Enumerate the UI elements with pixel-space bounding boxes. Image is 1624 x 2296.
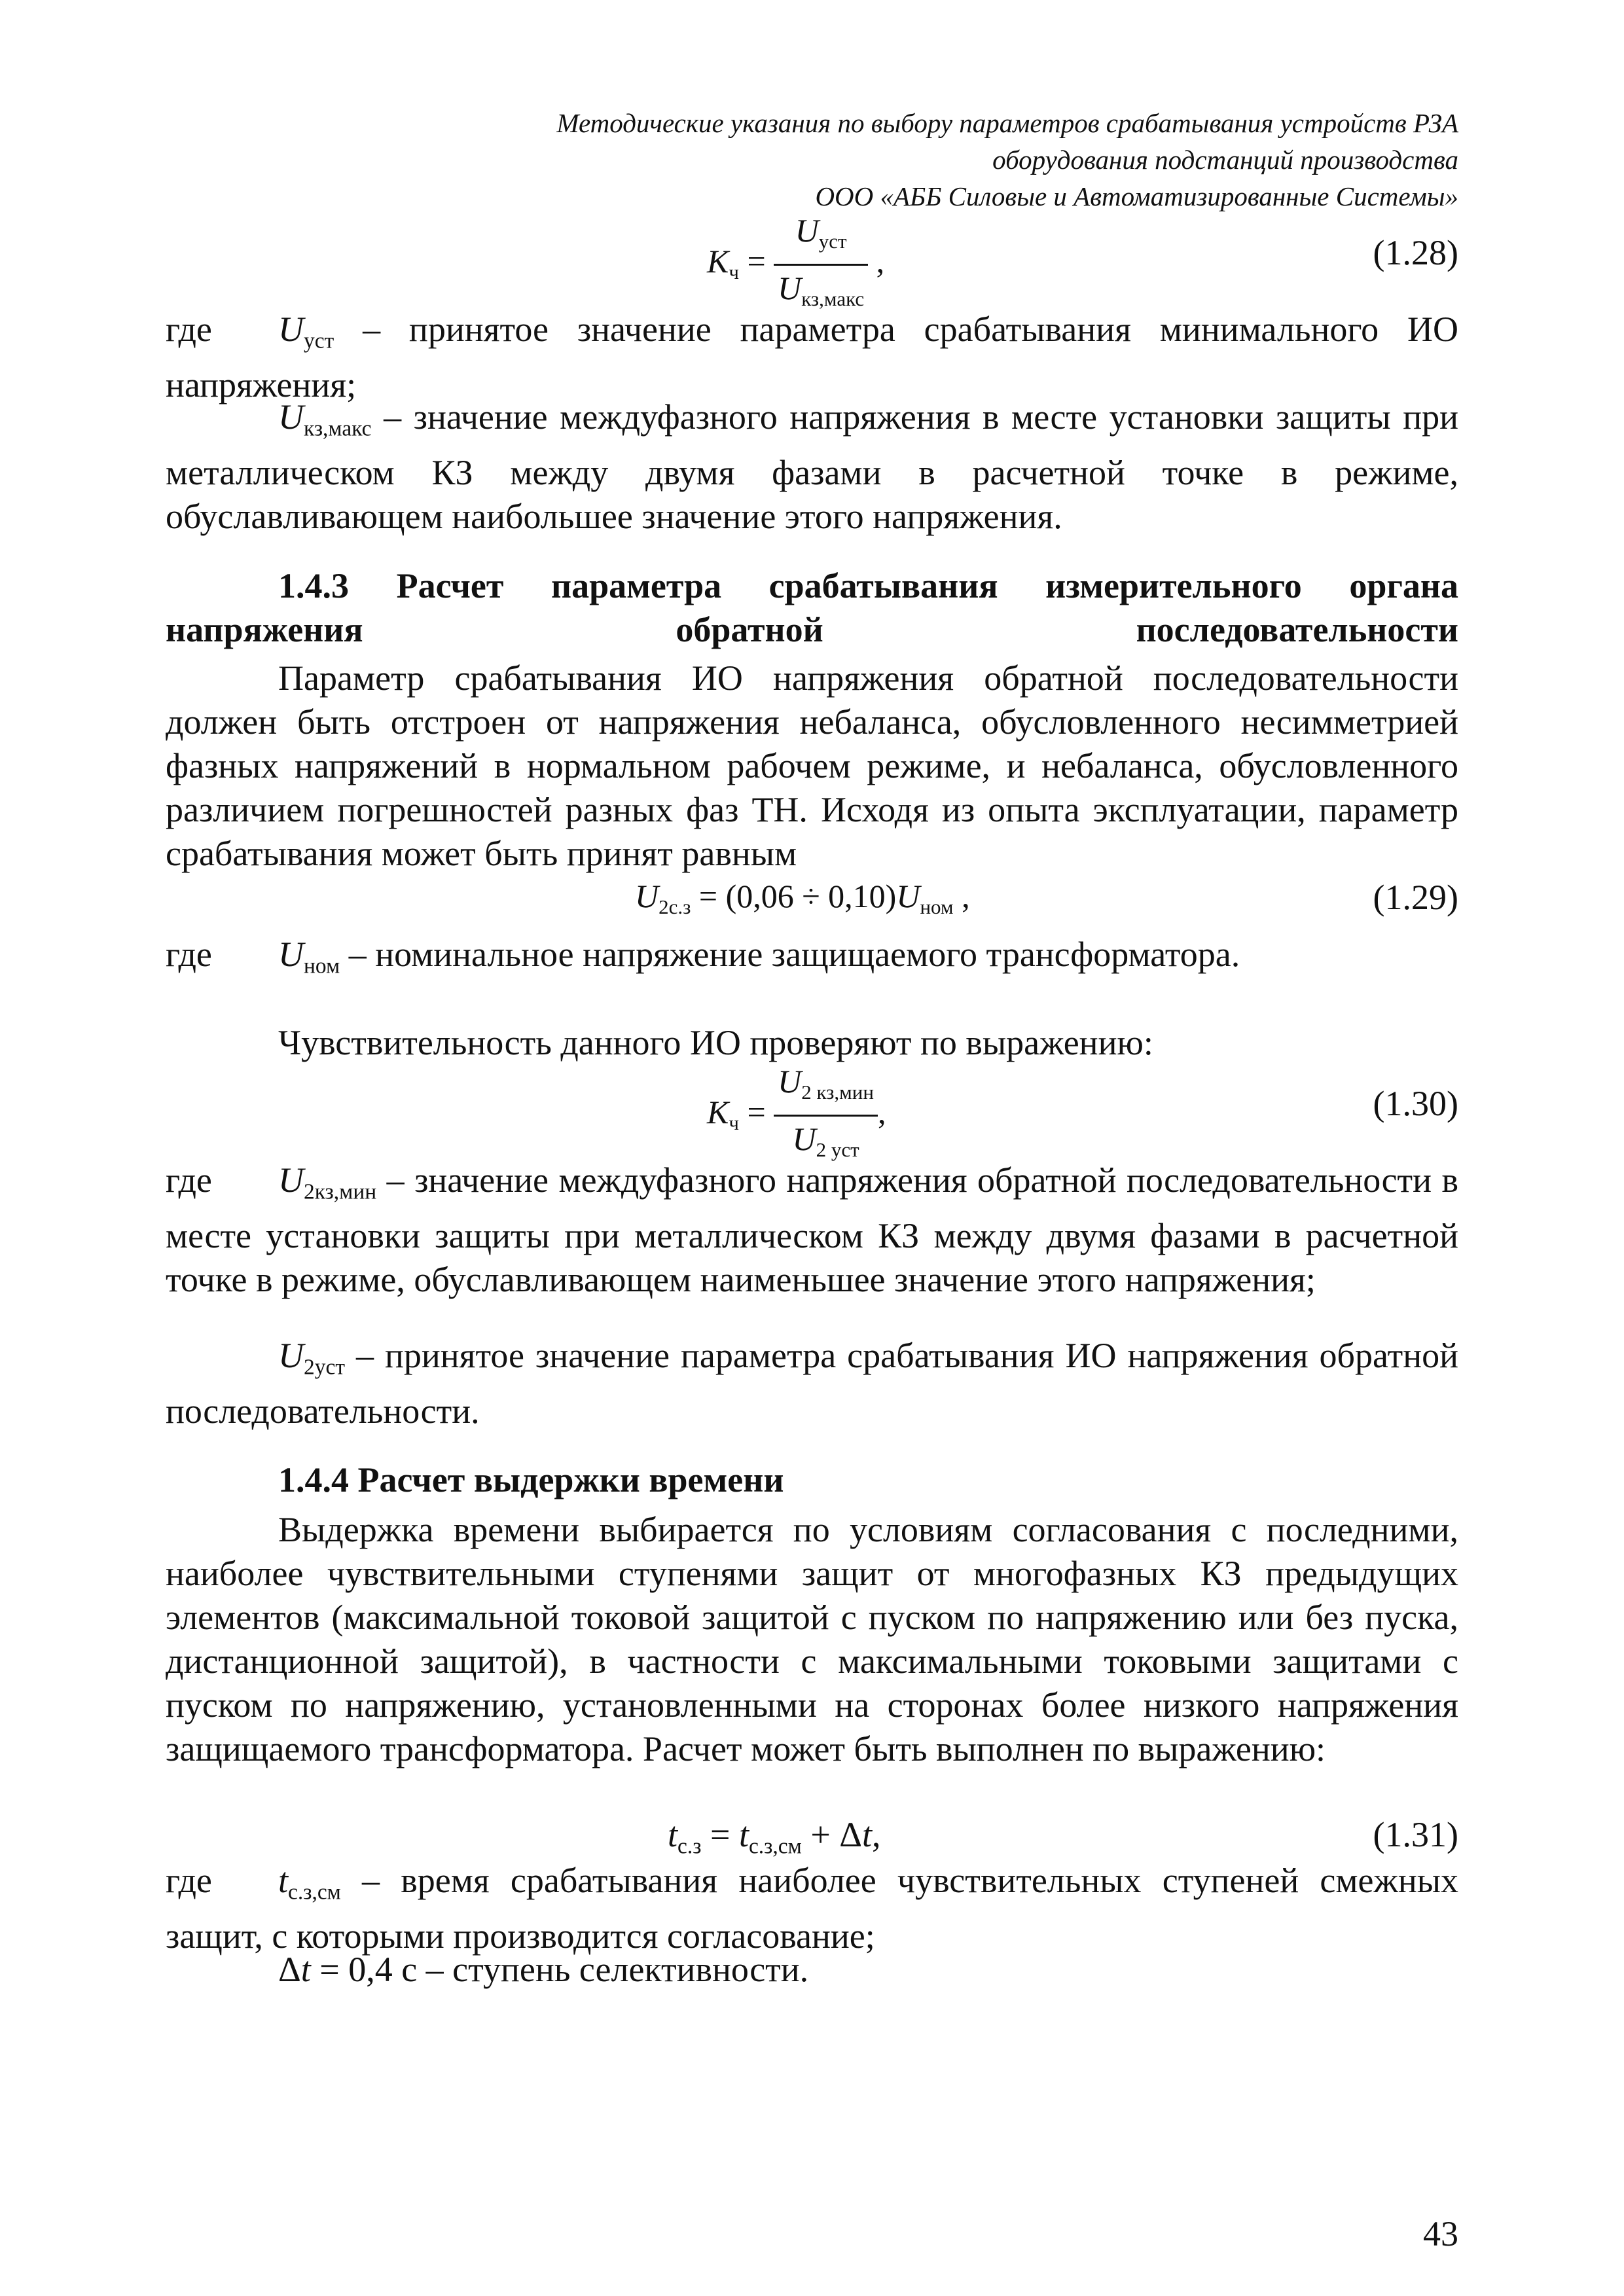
where-block-1-30	[166, 1158, 1458, 1302]
header-line-3: ООО «АББ Силовые и Автоматизированные Системы»	[815, 181, 1458, 211]
symbol-subscript: ном	[304, 954, 340, 978]
eq-tail: ,	[868, 242, 885, 279]
equation-1-28	[707, 208, 884, 321]
eq-tail: ,	[872, 1815, 881, 1854]
equation-1-29	[635, 877, 970, 919]
eq-expression: = (0,06 ÷ 0,10)	[691, 878, 897, 914]
symbol: t	[300, 1950, 311, 1989]
fraction	[774, 208, 868, 321]
eq-subscript: 2 кз,мин	[801, 1080, 874, 1103]
eq-operator: =	[738, 242, 774, 279]
definition-text: – время срабатывания наиболее чувствительных ступеней смежных защит, с которыми производится согласование;	[166, 1861, 1458, 1956]
symbol: U	[278, 935, 304, 974]
eq-symbol: t	[668, 1815, 678, 1854]
eq-subscript: с.з,см	[748, 1834, 802, 1859]
symbol: U	[278, 310, 304, 349]
eq-denominator: U	[778, 269, 802, 306]
where-block-1-30-b	[166, 1334, 1458, 1433]
eq-subscript: ч	[729, 260, 739, 283]
equation-number-1-29: (1.29)	[1373, 878, 1458, 917]
where-label: где	[166, 1861, 212, 1900]
equation-1-31	[668, 1814, 881, 1859]
definition-text: – принятое значение параметра срабатывания ИО напряжения обратной последовательности.	[166, 1336, 1458, 1431]
where-label: где	[166, 310, 212, 349]
eq-subscript: кз,макс	[801, 287, 865, 310]
eq-tail: ,	[953, 878, 970, 914]
where-label: где	[166, 1160, 212, 1200]
eq-subscript: 2с.з	[659, 895, 691, 918]
symbol: U	[278, 397, 304, 437]
symbol-subscript: уст	[304, 329, 334, 353]
fraction	[774, 1059, 878, 1172]
eq-subscript: ном	[920, 895, 954, 918]
symbol-subscript: 2кз,мин	[304, 1179, 377, 1204]
where-block-1-29	[166, 933, 1458, 988]
paragraph-1-4-3: Параметр срабатывания ИО напряжения обратной последовательности должен быть отстроен от напряжения небаланса, обусловленного несимметрией фазных напряжений в нормальном рабочем режиме, и небаланса, обусловленного различием погрешностей разных фаз ТН. Исходя из опыта эксплуатации, параметр срабатывания может быть принят равным	[166, 658, 1458, 873]
equation-number-1-30: (1.30)	[1373, 1084, 1458, 1123]
header-line-2: оборудования подстанций производства	[992, 145, 1458, 175]
definition-text: – значение междуфазного напряжения в месте установки защиты при металлическом КЗ между двумя фазами в расчетной точке в режиме, обуславливающем наибольшее значение этого напряжения.	[166, 397, 1458, 536]
symbol: U	[278, 1336, 304, 1375]
definition-text: – значение междуфазного напряжения обратной последовательности в месте установки защиты при металлическом КЗ между двумя фазами в расчетной точке в режиме, обуславливающем наименьшее значение этого напряжения;	[166, 1160, 1458, 1299]
eq-subscript: ч	[729, 1111, 739, 1134]
where-label: где	[166, 935, 212, 974]
symbol-subscript: кз,макс	[304, 416, 372, 441]
section-heading-1-4-3: 1.4.3 Расчет параметра срабатывания измерительного органа напряжения обратной последовательности	[166, 566, 1458, 649]
symbol-subscript: с.з,см	[288, 1880, 341, 1905]
equation-1-30	[707, 1059, 886, 1172]
symbol-subscript: 2уст	[304, 1355, 345, 1380]
eq-denominator: U	[792, 1120, 816, 1157]
where-block-1-28	[166, 308, 1458, 407]
equation-number-1-28: (1.28)	[1373, 233, 1458, 272]
definition-text: = 0,4 с – ступень селективности.	[310, 1950, 809, 1989]
definition-text: – номинальное напряжение защищаемого трансформатора.	[340, 935, 1240, 974]
eq-subscript: уст	[818, 229, 847, 253]
eq-subscript: 2 уст	[816, 1138, 859, 1161]
paragraph-1-4-4: Выдержка времени выбирается по условиям согласования с последними, наиболее чувствительными ступенями защит от многофазных КЗ предыдущих элементов (максимальной токовой защитой с пуском по напряжению или без пуска, дистанционной защитой), в частности с максимальными токовыми защитами с пуском по напряжению, установленными на сторонах более низкого напряжения защищаемого трансформатора. Расчет может быть выполнен по выражению:	[166, 1510, 1458, 1768]
eq-operator: =	[738, 1093, 774, 1130]
where-block-1-31	[166, 1859, 1458, 1958]
section-heading-1-4-4: 1.4.4 Расчет выдержки времени	[278, 1460, 784, 1499]
eq-symbol: K	[707, 242, 729, 279]
eq-symbol: t	[862, 1815, 873, 1854]
eq-operator: =	[701, 1815, 739, 1854]
eq-tail: ,	[877, 1093, 886, 1130]
eq-numerator: U	[778, 1063, 802, 1100]
eq-subscript: с.з	[677, 1834, 702, 1859]
symbol: U	[278, 1160, 304, 1200]
eq-symbol: K	[707, 1093, 729, 1130]
eq-symbol: t	[738, 1815, 749, 1854]
header-line-1: Методические указания по выбору параметров срабатывания устройств РЗА	[556, 108, 1458, 138]
sensitivity-sentence: Чувствительность данного ИО проверяют по выражению:	[278, 1023, 1153, 1062]
page-number: 43	[1423, 2214, 1458, 2253]
delta-symbol: Δ	[278, 1950, 301, 1989]
eq-numerator: U	[795, 212, 819, 249]
where-block-1-31-b	[166, 1948, 1458, 1992]
equation-number-1-31: (1.31)	[1373, 1815, 1458, 1854]
symbol: t	[278, 1861, 289, 1900]
where-block-1-28-b	[166, 395, 1458, 539]
eq-symbol: U	[635, 878, 659, 914]
eq-operator: + Δ	[801, 1815, 862, 1854]
eq-symbol: U	[896, 878, 920, 914]
definition-text: – принятое значение параметра срабатывания минимального ИО напряжения;	[166, 310, 1458, 404]
running-header	[280, 105, 1458, 215]
